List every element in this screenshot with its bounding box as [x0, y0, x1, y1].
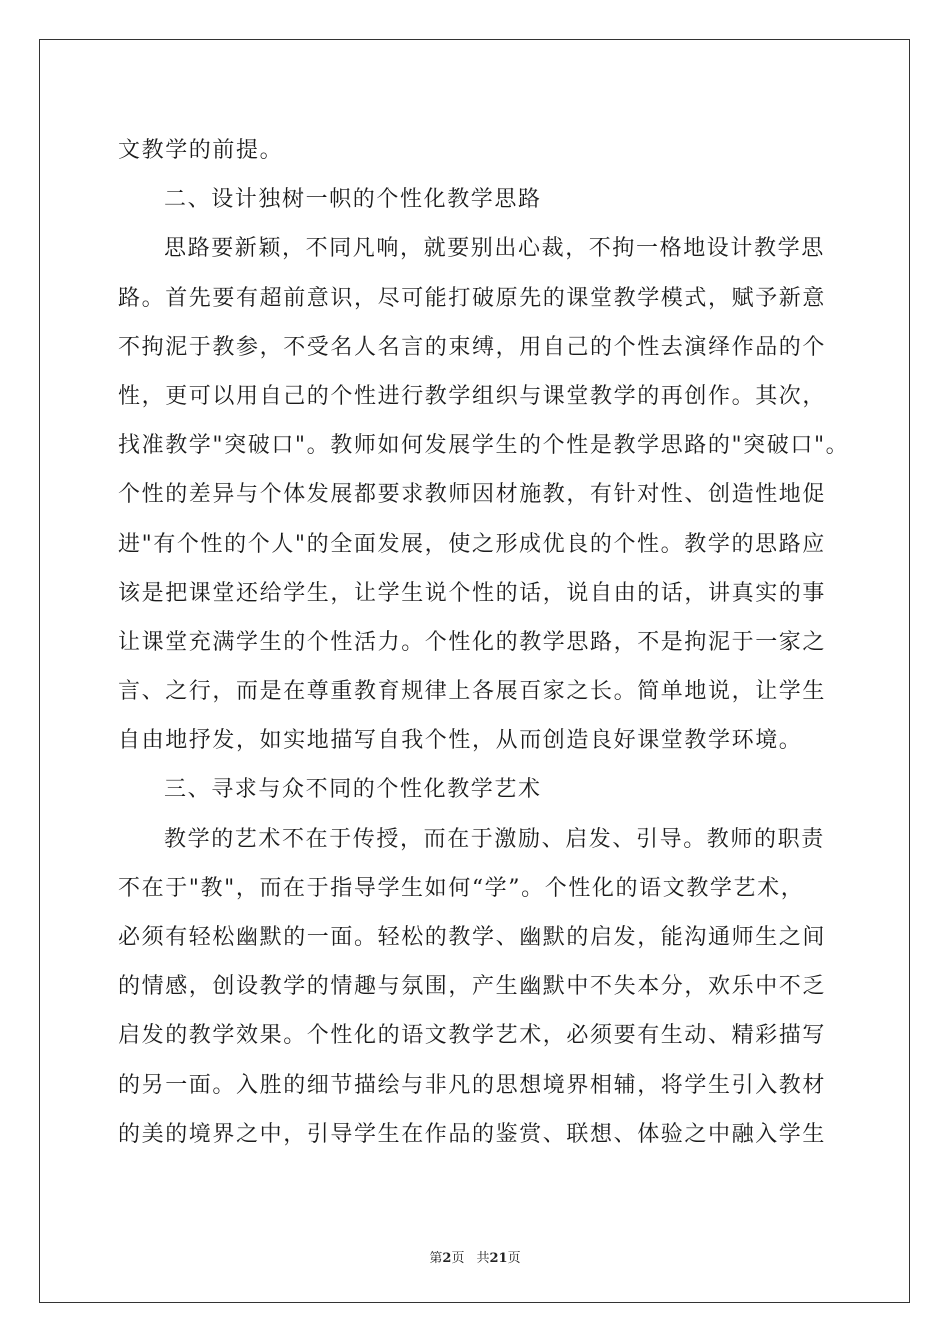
text-line: 三、寻求与众不同的个性化教学艺术: [164, 777, 542, 803]
text-line: 自由地抒发，如实地描写自我个性，从而创造良好课堂教学环境。: [118, 728, 803, 754]
text-line: 不在于"教"，而在于指导学生如何“学”。个性化的语文教学艺术，: [118, 875, 805, 901]
text-line: 进"有个性的个人"的全面发展，使之形成优良的个性。教学的思路应: [118, 531, 826, 557]
text-line: 思路要新颖，不同凡响，就要别出心裁，不拘一格地设计教学思: [164, 236, 825, 262]
text-line: 必须有轻松幽默的一面。轻松的教学、幽默的启发，能沟通师生之间: [118, 925, 827, 950]
footer-page-suffix: 页: [451, 1251, 465, 1266]
page-footer: [0, 1247, 950, 1266]
footer-page-number: 2: [442, 1251, 452, 1266]
text-line: 的美的境界之中，引导学生在作品的鉴赏、联想、体验之中融入学生: [118, 1121, 827, 1147]
footer-total-prefix: 共: [476, 1251, 490, 1266]
footer-page-prefix: 第: [429, 1251, 443, 1266]
text-line: 二、设计独树一帜的个性化教学思路: [164, 187, 542, 213]
footer-total-suffix: 页: [507, 1251, 521, 1266]
text-line: 路。首先要有超前意识，尽可能打破原先的课堂教学模式，赋予新意: [118, 285, 827, 311]
text-line: 言、之行，而是在尊重教育规律上各展百家之长。简单地说，让学生: [118, 679, 827, 705]
document-body: [118, 126, 858, 1159]
text-line: 的另一面。入胜的细节描绘与非凡的思想境界相辅，将学生引入教材: [118, 1072, 827, 1098]
text-line: 的情感，创设教学的情趣与氛围，产生幽默中不失本分，欢乐中不乏: [118, 974, 827, 1000]
text-line: 个性的差异与个体发展都要求教师因材施教，有针对性、创造性地促: [118, 482, 827, 508]
text-line: 让课堂充满学生的个性活力。个性化的教学思路，不是拘泥于一家之: [118, 629, 827, 655]
text-line: 找准教学"突破口"。教师如何发展学生的个性是教学思路的"突破口"。: [118, 433, 850, 459]
text-line: 教学的艺术不在于传授，而在于激励、启发、引导。教师的职责: [164, 826, 825, 852]
text-line: 不拘泥于教参，不受名人名言的束缚，用自己的个性去演绎作品的个: [118, 334, 827, 360]
text-line: 文教学的前提。: [118, 138, 284, 163]
text-line: 启发的教学效果。个性化的语文教学艺术，必须要有生动、精彩描写: [118, 1023, 827, 1049]
text-line: 性，更可以用自己的个性进行教学组织与课堂教学的再创作。其次，: [118, 383, 827, 409]
text-line: 该是把课堂还给学生，让学生说个性的话，说自由的话，讲真实的事: [118, 580, 827, 606]
footer-total-pages: 21: [489, 1251, 508, 1266]
